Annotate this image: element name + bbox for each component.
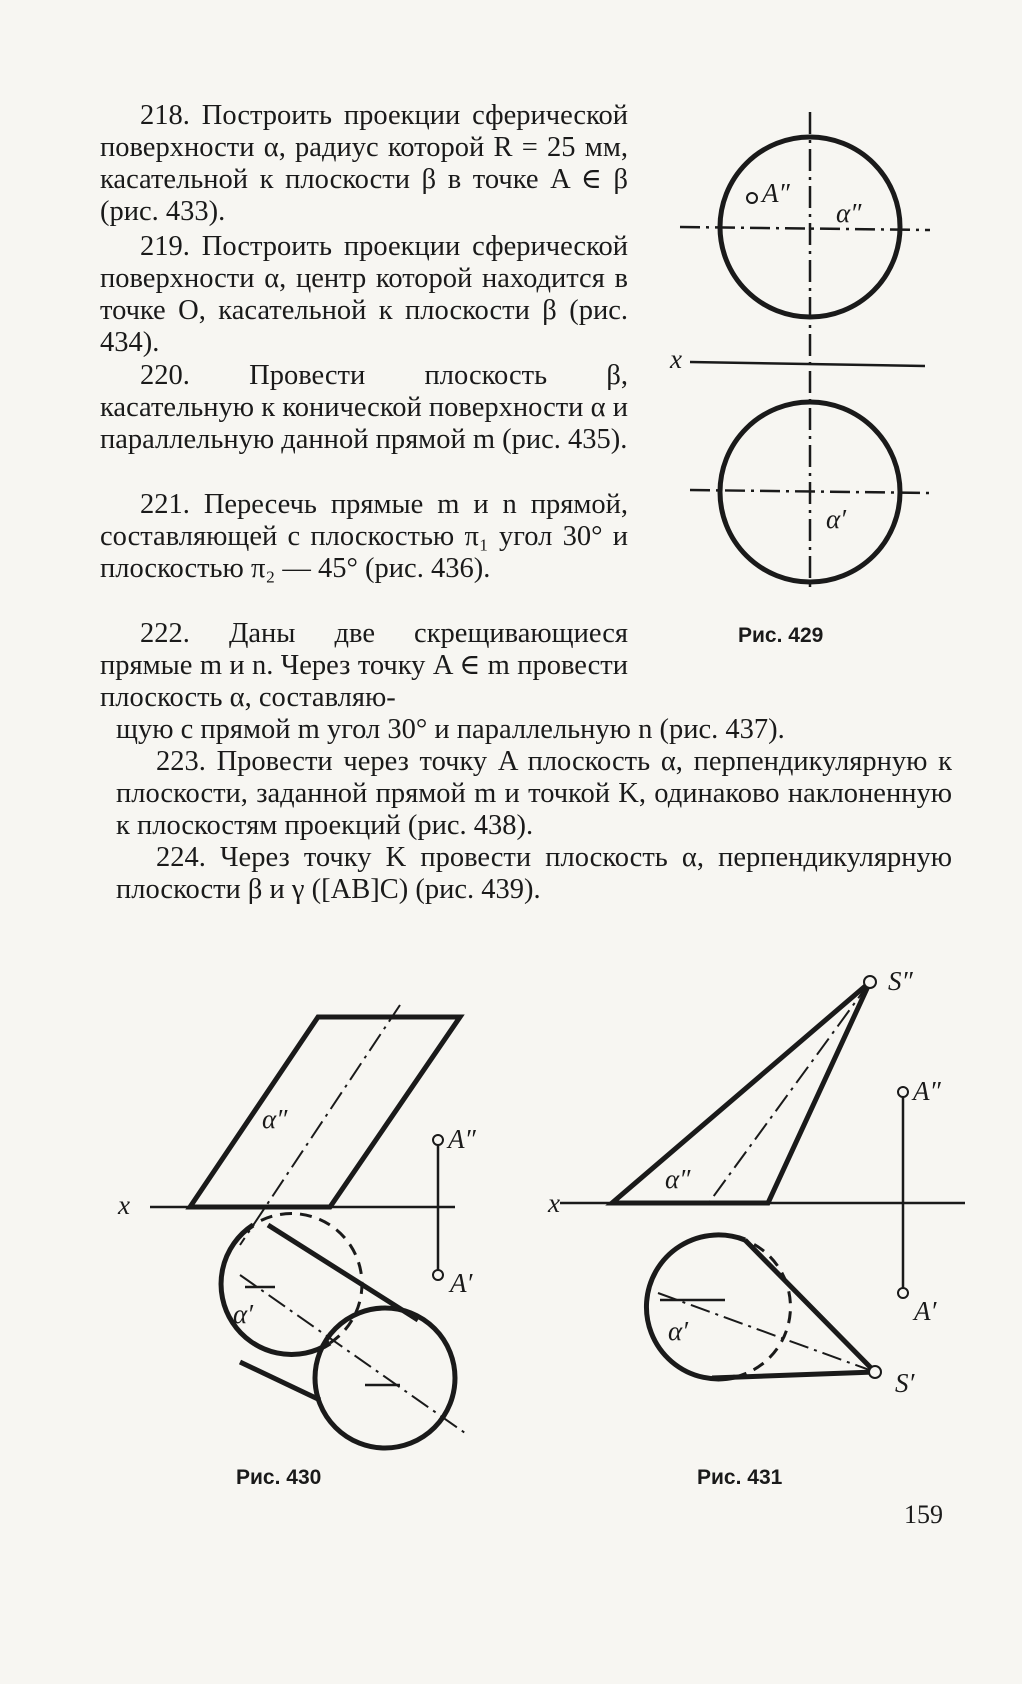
fig430-tangent-top <box>268 1225 418 1320</box>
fig431-point-a-lower <box>898 1288 908 1298</box>
fig430-left-circle-solid <box>221 1225 330 1354</box>
fig430-label-alpha-lower: α′ <box>233 1299 254 1329</box>
fig431-circle-solid <box>646 1235 745 1379</box>
fig431-tangent-bottom <box>712 1372 875 1378</box>
fig431-axis-dashdot <box>705 982 870 1208</box>
fig429-label-alpha-lower: α′ <box>826 504 847 534</box>
fig431-point-s-lower <box>869 1366 881 1378</box>
fig430-point-a-lower <box>433 1270 443 1280</box>
fig429-lower-horizontal <box>690 490 930 493</box>
fig429-upper-horizontal <box>680 227 930 230</box>
fig431-point-a-upper <box>898 1087 908 1097</box>
problem-219: 219. Построить проекции сферической поверхности α, центр которой находится в точке O, касательной к плоскости β (рис. 434). <box>100 231 628 358</box>
fig430-label-a-upper: A″ <box>448 1124 476 1154</box>
fig430-right-circle <box>315 1308 455 1448</box>
fig431-label-x: x <box>548 1188 560 1218</box>
fig430-cylinder-axis <box>240 1275 465 1433</box>
page-number: 159 <box>904 1500 943 1529</box>
problem-224: 224. Через точку K провести плоскость α, перпендикулярную плоскости β и γ ([AB]C) (рис. 439). <box>116 842 952 905</box>
fig431-label-a-lower: A′ <box>914 1296 937 1326</box>
fig431-label-a-upper: A″ <box>913 1076 941 1106</box>
fig431-point-s-upper <box>864 976 876 988</box>
caption-fig-429: Рис. 429 <box>738 624 824 647</box>
fig429-point-a <box>747 193 757 203</box>
fig431-label-alpha-lower: α′ <box>668 1316 689 1346</box>
caption-fig-430: Рис. 430 <box>236 1466 322 1489</box>
fig430-label-a-lower: A′ <box>450 1268 473 1298</box>
fig431-cone-axis <box>658 1293 875 1372</box>
fig431-label-s-lower: S′ <box>895 1368 915 1398</box>
fig430-point-a-upper <box>433 1135 443 1145</box>
fig429-label-a-upper: A″ <box>762 178 790 208</box>
fig429-lower-circle <box>720 402 900 582</box>
fig431-circle-dashed <box>735 1240 790 1377</box>
problem-218: 218. Построить проекции сферической поверхности α, радиус которой R = 25 мм, касательной к плоскости β в точке A ∈ β (рис. 433). <box>100 100 628 227</box>
fig429-upper-circle <box>720 137 900 317</box>
fig431-triangle <box>612 982 870 1203</box>
fig431-tangent-top <box>745 1240 875 1372</box>
problem-221: 221. Пересечь прямые m и n прямой, составляющей с плоскостью π₁ угол 30° и плоскостью π₂ — 45° (рис. 436). <box>100 489 628 584</box>
fig429-label-x: x <box>670 344 682 374</box>
fig430-label-x: x <box>118 1190 130 1220</box>
problem-222-continuation: щую с прямой m угол 30° и параллельную n (рис. 437). <box>116 714 785 745</box>
fig430-label-alpha-upper: α″ <box>262 1104 288 1134</box>
fig431-label-alpha-upper: α″ <box>665 1164 691 1194</box>
fig429-x-axis-line <box>690 362 925 366</box>
fig430-left-circle-dashed <box>253 1214 362 1343</box>
fig431-label-s-upper: S″ <box>888 966 913 996</box>
problem-222: 222. Даны две скрещивающиеся прямые m и n. Через точку A ∈ m провести плоскость α, составляю- <box>100 618 628 713</box>
problem-220: 220. Провести плоскость β, касательную к конической поверхности α и параллельную данной прямой m (рис. 435). <box>100 360 628 455</box>
fig430-axis-dashdot <box>240 1005 400 1245</box>
fig430-parallelogram <box>190 1017 460 1207</box>
problem-223: 223. Провести через точку A плоскость α, перпендикулярную к плоскости, заданной прямой m и точкой K, одинаково наклоненную к плоскостям проекций (рис. 438). <box>116 746 952 841</box>
caption-fig-431: Рис. 431 <box>697 1466 783 1489</box>
fig430-tangent-bottom <box>240 1362 320 1400</box>
fig429-label-alpha-upper: α″ <box>836 198 862 228</box>
